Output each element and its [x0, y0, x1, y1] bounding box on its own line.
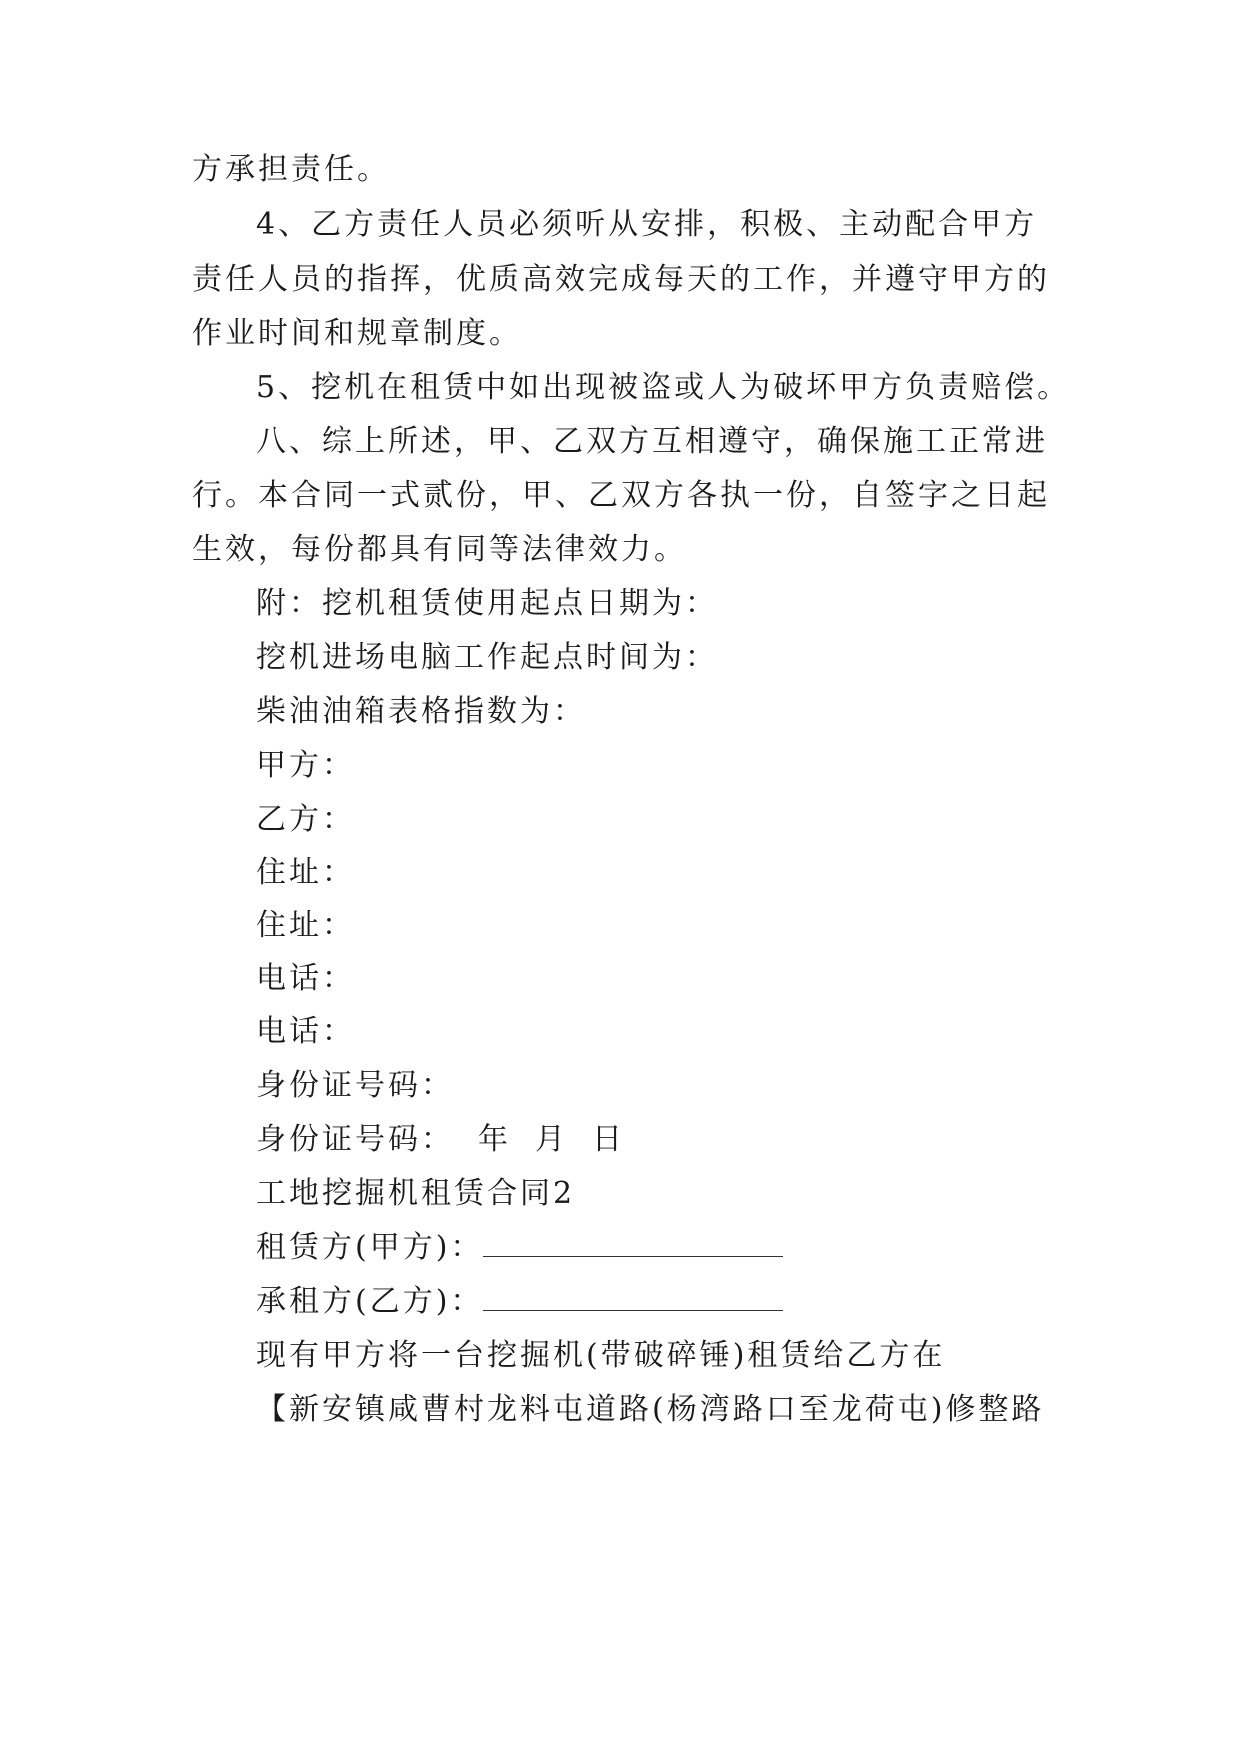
id-number-date-line: [256, 1120, 625, 1160]
party-a-label: 甲方：: [256, 748, 355, 783]
lessor-blank: [483, 1228, 783, 1257]
paragraph-line: 行。本合同一式贰份，甲、乙双方各执一份，自签字之日起: [192, 478, 1050, 513]
phone-label: 电话：: [256, 1014, 355, 1049]
date-day: 日: [592, 1122, 625, 1157]
lessee-line: [256, 1282, 783, 1322]
paragraph-line: 5、挖机在租赁中如出现被盗或人为破坏甲方负责赔偿。: [256, 370, 1071, 405]
party-b-label: 乙方：: [256, 802, 355, 837]
id-number-label: 身份证号码：: [256, 1122, 454, 1157]
paragraph-line: 作业时间和规章制度。: [192, 316, 522, 351]
lessor-label: 租赁方(甲方)：: [256, 1230, 484, 1265]
lessee-blank: [483, 1282, 783, 1311]
address-label: 住址：: [256, 855, 355, 890]
paragraph-line: 【新安镇咸曹村龙料屯道路(杨湾路口至龙荷屯)修整路: [256, 1392, 1045, 1427]
date-year: 年: [478, 1122, 511, 1157]
address-label: 住址：: [256, 908, 355, 943]
date-month: 月: [535, 1122, 568, 1157]
paragraph-line: 方承担责任。: [192, 152, 390, 187]
paragraph-line: 4、乙方责任人员必须听从安排，积极、主动配合甲方: [256, 207, 1038, 242]
paragraph-line: 生效，每份都具有同等法律效力。: [192, 532, 687, 567]
paragraph-line: 八、综上所述，甲、乙双方互相遵守，确保施工正常进: [256, 424, 1048, 459]
appendix-start-time: 挖机进场电脑工作起点时间为：: [256, 640, 718, 675]
paragraph-line: 现有甲方将一台挖掘机(带破碎锤)租赁给乙方在: [256, 1338, 946, 1373]
contract-title: 工地挖掘机租赁合同2: [256, 1176, 576, 1211]
appendix-fuel-index: 柴油油箱表格指数为：: [256, 694, 586, 729]
phone-label: 电话：: [256, 961, 355, 996]
appendix-start-date: 附：挖机租赁使用起点日期为：: [256, 586, 718, 621]
lessee-label: 承租方(乙方)：: [256, 1284, 484, 1319]
paragraph-line: 责任人员的指挥，优质高效完成每天的工作，并遵守甲方的: [192, 262, 1050, 297]
id-number-label: 身份证号码：: [256, 1068, 454, 1103]
lessor-line: [256, 1228, 783, 1268]
